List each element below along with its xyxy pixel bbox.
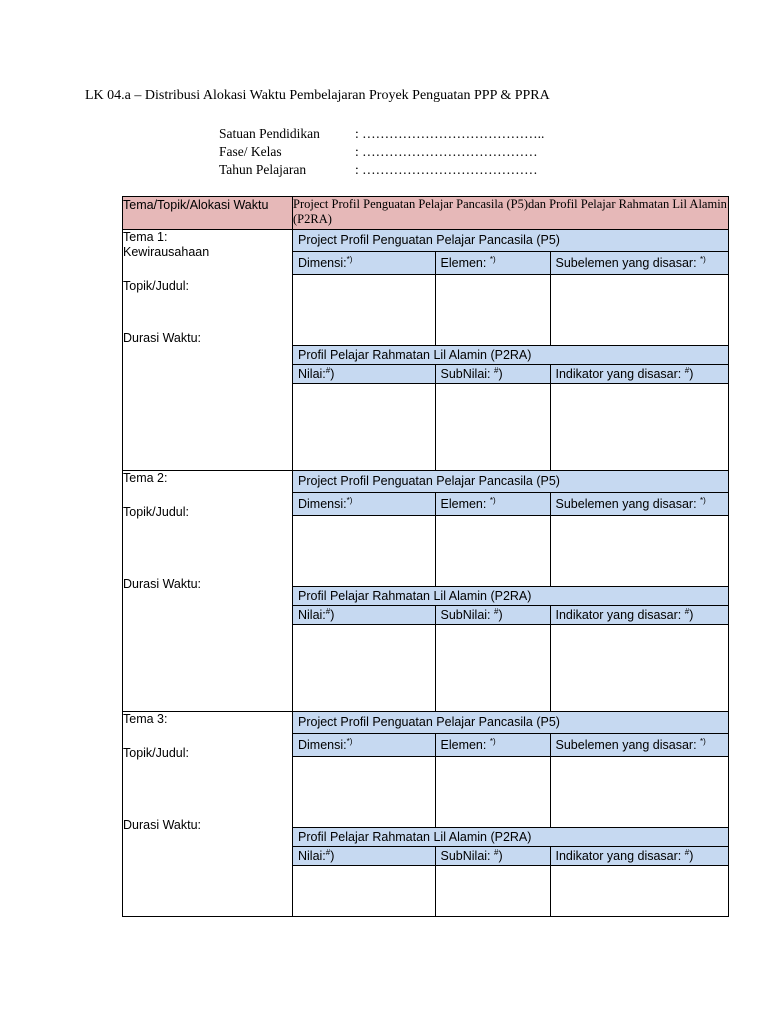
tema-label: Tema 2: [123,471,168,485]
meta-value-field[interactable]: : ………………………………… [355,144,538,159]
meta-value-field[interactable]: : ………………………………… [355,162,538,177]
p2ra-nilai-input[interactable] [293,384,435,471]
p5-col-elemen: Elemen: *) [435,493,550,516]
p5-col-elemen: Elemen: *) [435,252,550,275]
tema-cell[interactable] [123,471,293,712]
p5-col-subelemen: Subelemen yang disasar: *) [550,734,728,757]
p2ra-col-nilai: Nilai:#) [293,365,435,384]
p5-subelemen-input[interactable] [550,516,728,587]
footnote-mark: *) [700,254,706,264]
p5-elemen-input[interactable] [435,757,550,828]
p5-title: Project Profil Penguatan Pelajar Pancasila (P5) [293,230,728,252]
table-row [123,712,729,917]
document-title: LK 04.a – Distribusi Alokasi Waktu Pembelajaran Proyek Penguatan PPP & PPRA [85,88,550,103]
p5-elemen-input[interactable] [435,516,550,587]
topik-label: Topik/Judul: [123,279,190,293]
meta-row-tahun [219,161,544,179]
p2ra-col-nilai: Nilai:#) [293,606,435,625]
tema-name: Kewirausahaan [123,245,210,259]
footnote-mark: *) [489,495,496,505]
footnote-mark: # [494,847,499,857]
p5-col-dimensi: Dimensi:*) [293,252,435,275]
p2ra-col-subnilai: SubNilai: #) [435,847,550,866]
p2ra-col-indikator: Indikator yang disasar: #) [550,365,728,384]
meta-row-fase [219,143,544,161]
tema-label: Tema 1: [123,230,168,244]
footnote-mark: # [494,606,499,616]
p2ra-col-subnilai: SubNilai: #) [435,606,550,625]
durasi-label: Durasi Waktu: [123,331,202,345]
project-cell [293,230,729,471]
footnote-mark: *) [346,254,353,264]
p5-dimensi-input[interactable] [293,275,435,346]
p2ra-nilai-input[interactable] [293,866,435,917]
table-row [123,230,729,471]
project-cell [293,471,729,712]
project-subtable [293,471,728,711]
p5-col-subelemen: Subelemen yang disasar: *) [550,493,728,516]
p5-col-elemen: Elemen: *) [435,734,550,757]
footnote-mark: # [494,365,499,375]
p5-col-dimensi: Dimensi:*) [293,734,435,757]
tema-cell[interactable] [123,712,293,917]
footnote-mark: # [325,847,331,857]
footnote-mark: # [684,365,690,375]
p2ra-indikator-input[interactable] [550,866,728,917]
p5-subelemen-input[interactable] [550,757,728,828]
project-subtable [293,230,728,470]
table-header-row [123,197,729,230]
footnote-mark: # [684,847,690,857]
p5-col-dimensi: Dimensi:*) [293,493,435,516]
p2ra-nilai-input[interactable] [293,625,435,712]
p2ra-indikator-input[interactable] [550,384,728,471]
footnote-mark: *) [489,254,496,264]
p5-elemen-input[interactable] [435,275,550,346]
p2ra-title: Profil Pelajar Rahmatan Lil Alamin (P2RA) [293,828,728,847]
p2ra-subnilai-input[interactable] [435,384,550,471]
allocation-table [122,196,729,917]
p5-title: Project Profil Penguatan Pelajar Pancasila (P5) [293,471,728,493]
footnote-mark: *) [700,736,706,746]
p2ra-col-indikator: Indikator yang disasar: #) [550,606,728,625]
meta-block [219,125,544,179]
durasi-label: Durasi Waktu: [123,818,202,832]
footnote-mark: *) [346,736,353,746]
meta-label: Tahun Pelajaran [219,162,307,177]
p2ra-title: Profil Pelajar Rahmatan Lil Alamin (P2RA) [293,346,728,365]
tema-cell[interactable] [123,230,293,471]
p2ra-subnilai-input[interactable] [435,866,550,917]
p2ra-subnilai-input[interactable] [435,625,550,712]
tema-label: Tema 3: [123,712,168,726]
durasi-label: Durasi Waktu: [123,577,202,591]
p5-subelemen-input[interactable] [550,275,728,346]
meta-value-field[interactable]: : ………………………………….. [355,126,545,141]
project-cell [293,712,729,917]
p2ra-col-subnilai: SubNilai: #) [435,365,550,384]
p5-col-subelemen: Subelemen yang disasar: *) [550,252,728,275]
table-row [123,471,729,712]
footnote-mark: *) [700,495,706,505]
footnote-mark: *) [346,495,353,505]
topik-label: Topik/Judul: [123,505,190,519]
footnote-mark: # [684,606,690,616]
header-tema-topik: Tema/Topik/Alokasi Waktu [123,197,293,230]
p2ra-indikator-input[interactable] [550,625,728,712]
meta-row-satuan [219,125,544,143]
p2ra-col-nilai: Nilai:#) [293,847,435,866]
header-project: Project Profil Penguatan Pelajar Pancasila (P5)dan Profil Pelajar Rahmatan Lil Alamin (P2RA) [293,197,729,230]
topik-label: Topik/Judul: [123,746,190,760]
p5-title: Project Profil Penguatan Pelajar Pancasila (P5) [293,712,728,734]
footnote-mark: # [325,606,331,616]
meta-label: Satuan Pendidikan [219,126,320,141]
footnote-mark: # [325,365,331,375]
p2ra-title: Profil Pelajar Rahmatan Lil Alamin (P2RA) [293,587,728,606]
p5-dimensi-input[interactable] [293,516,435,587]
p5-dimensi-input[interactable] [293,757,435,828]
p2ra-col-indikator: Indikator yang disasar: #) [550,847,728,866]
project-subtable [293,712,728,916]
meta-label: Fase/ Kelas [219,144,282,159]
footnote-mark: *) [489,736,496,746]
